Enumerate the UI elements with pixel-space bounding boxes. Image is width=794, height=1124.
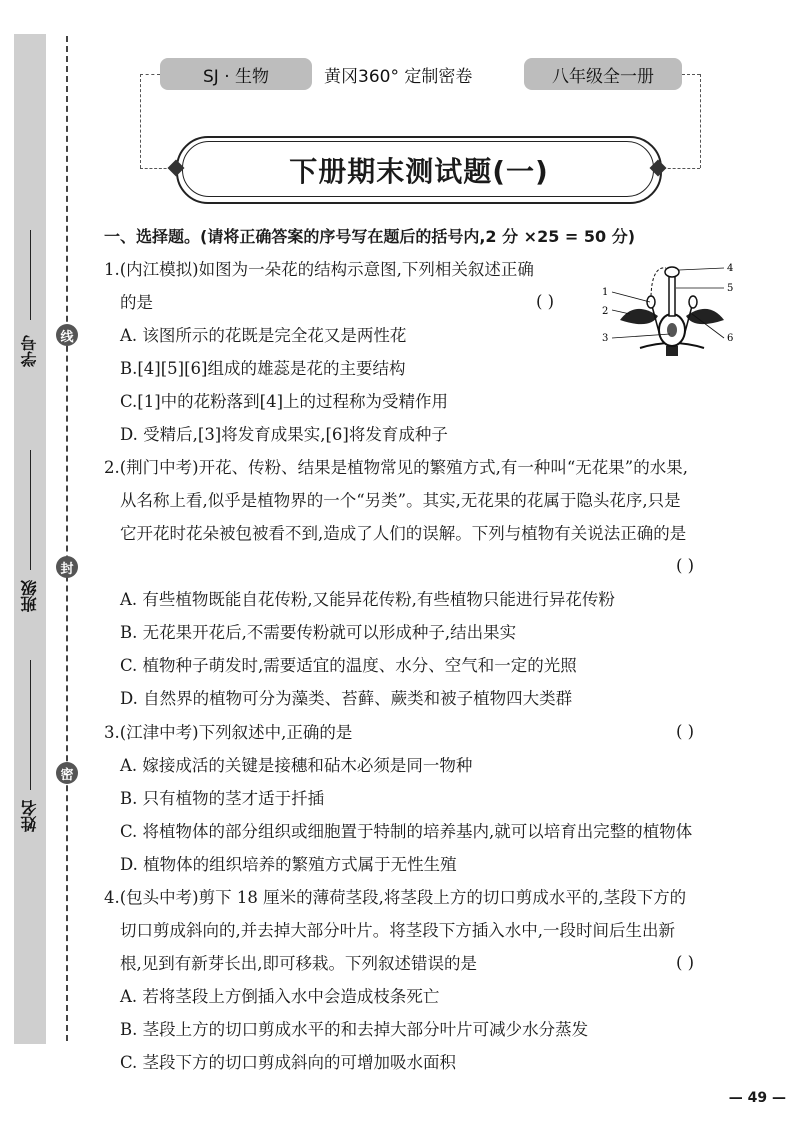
- leader-1: [612, 292, 650, 302]
- style-shape: [669, 276, 675, 316]
- q4-option-b: B. 茎段上方的切口剪成水平的和去掉大部分叶片可减少水分蒸发: [120, 1020, 589, 1039]
- q3-option-d: D. 植物体的组织培养的繁殖方式属于无性生殖: [120, 855, 457, 874]
- q4-stem-line3: 根,见到有新芽长出,即可移栽。下列叙述错误的是: [120, 954, 477, 973]
- page-title: 下册期末测试题(一): [289, 155, 549, 188]
- q2-option-d: D. 自然界的植物可分为藻类、苔藓、蕨类和被子植物四大类群: [120, 689, 573, 708]
- q2-option-c: C. 植物种子萌发时,需要适宜的温度、水分、空气和一定的光照: [120, 656, 577, 675]
- seal-mark-line: 线: [56, 324, 78, 346]
- student-id-label: 学号: [20, 335, 39, 367]
- q2-option-b: B. 无花果开花后,不需要传粉就可以形成种子,结出果实: [120, 623, 517, 642]
- q3-stem-line1: 3.(江津中考)下列叙述中,正确的是: [104, 723, 353, 742]
- q1-answer-blank[interactable]: ( ): [536, 292, 555, 311]
- q3-option-b: B. 只有植物的茎才适于扦插: [120, 789, 325, 808]
- seal-mark-dense: 密: [56, 762, 78, 784]
- header-frame-top-left: [140, 74, 160, 75]
- q4-option-c: C. 茎段下方的切口剪成斜向的可增加吸水面积: [120, 1053, 457, 1072]
- cut-line: [66, 36, 68, 1041]
- pollination-arrow: [651, 268, 666, 296]
- ovule-shape: [667, 323, 677, 337]
- leader-2: [612, 310, 630, 314]
- flower-diagram: [600, 258, 745, 358]
- q4-option-a: A. 若将茎段上方倒插入水中会造成枝条死亡: [120, 987, 440, 1006]
- label-5: 5: [727, 283, 734, 294]
- q2-option-a: A. 有些植物既能自花传粉,又能异花传粉,有些植物只能进行异花传粉: [120, 590, 615, 609]
- label-6: 6: [727, 333, 734, 344]
- header-frame-right: [700, 74, 701, 168]
- anther-right-shape: [689, 296, 697, 308]
- q1-option-a: A. 该图所示的花既是完全花又是两性花: [120, 326, 407, 345]
- label-3: 3: [602, 333, 609, 344]
- q1-stem-line2: 的是: [120, 293, 153, 312]
- grade-badge: 八年级全一册: [524, 58, 682, 90]
- title-inner-frame: [182, 141, 654, 197]
- q1-option-c: C.[1]中的花粉落到[4]上的过程称为受精作用: [120, 392, 449, 411]
- stalk-shape: [666, 346, 678, 356]
- name-label: 姓名: [20, 800, 39, 832]
- seal-mark-seal: 封: [56, 556, 78, 578]
- brand-text: 黄冈360° 定制密卷: [324, 66, 473, 87]
- class-label: 班级: [20, 580, 39, 612]
- petal-left-shape: [620, 309, 658, 324]
- q4-answer-blank[interactable]: ( ): [676, 953, 695, 972]
- name-blank-line: [30, 660, 31, 790]
- stigma-shape: [665, 267, 679, 277]
- label-1: 1: [602, 287, 609, 298]
- q1-option-b: B.[4][5][6]组成的雄蕊是花的主要结构: [120, 359, 406, 378]
- label-4: 4: [727, 263, 734, 274]
- header-frame-top-right: [682, 74, 700, 75]
- q1-option-d: D. 受精后,[3]将发育成果实,[6]将发育成种子: [120, 425, 448, 444]
- q3-option-a: A. 嫁接成活的关键是接穗和砧木必须是同一物种: [120, 756, 473, 775]
- anther-left-shape: [647, 296, 655, 308]
- q3-answer-blank[interactable]: ( ): [676, 722, 695, 741]
- class-blank-line: [30, 450, 31, 570]
- id-blank-line: [30, 230, 31, 320]
- q4-stem-line1: 4.(包头中考)剪下 18 厘米的薄荷茎段,将茎段上方的切口剪成水平的,茎段下方的: [104, 888, 687, 907]
- subject-badge: SJ · 生物: [160, 58, 312, 90]
- q3-option-c: C. 将植物体的部分组织或细胞置于特制的培养基内,就可以培育出完整的植物体: [120, 822, 693, 841]
- q2-stem-line1: 2.(荆门中考)开花、传粉、结果是植物常见的繁殖方式,有一种叫“无花果”的水果,: [104, 458, 688, 477]
- q1-stem-line1: 1.(内江模拟)如图为一朵花的结构示意图,下列相关叙述正确: [104, 260, 534, 279]
- section-heading: 一、选择题。(请将正确答案的序号写在题后的括号内,2 分 ×25 = 50 分): [104, 227, 636, 246]
- q2-stem-line2: 从名称上看,似乎是植物界的一个“另类”。其实,无花果的花属于隐头花序,只是: [120, 491, 681, 510]
- leader-4: [679, 268, 724, 270]
- header-frame-left: [140, 74, 141, 168]
- q2-stem-line3: 它开花时花朵被包被看不到,造成了人们的误解。下列与植物有关说法正确的是: [120, 524, 687, 543]
- petal-right-shape: [686, 309, 724, 324]
- q4-stem-line2: 切口剪成斜向的,并去掉大部分叶片。将茎段下方插入水中,一段时间后生出新: [120, 921, 675, 940]
- label-2: 2: [602, 306, 609, 317]
- page-number: — 49 —: [728, 1090, 786, 1106]
- q2-answer-blank[interactable]: ( ): [676, 556, 695, 575]
